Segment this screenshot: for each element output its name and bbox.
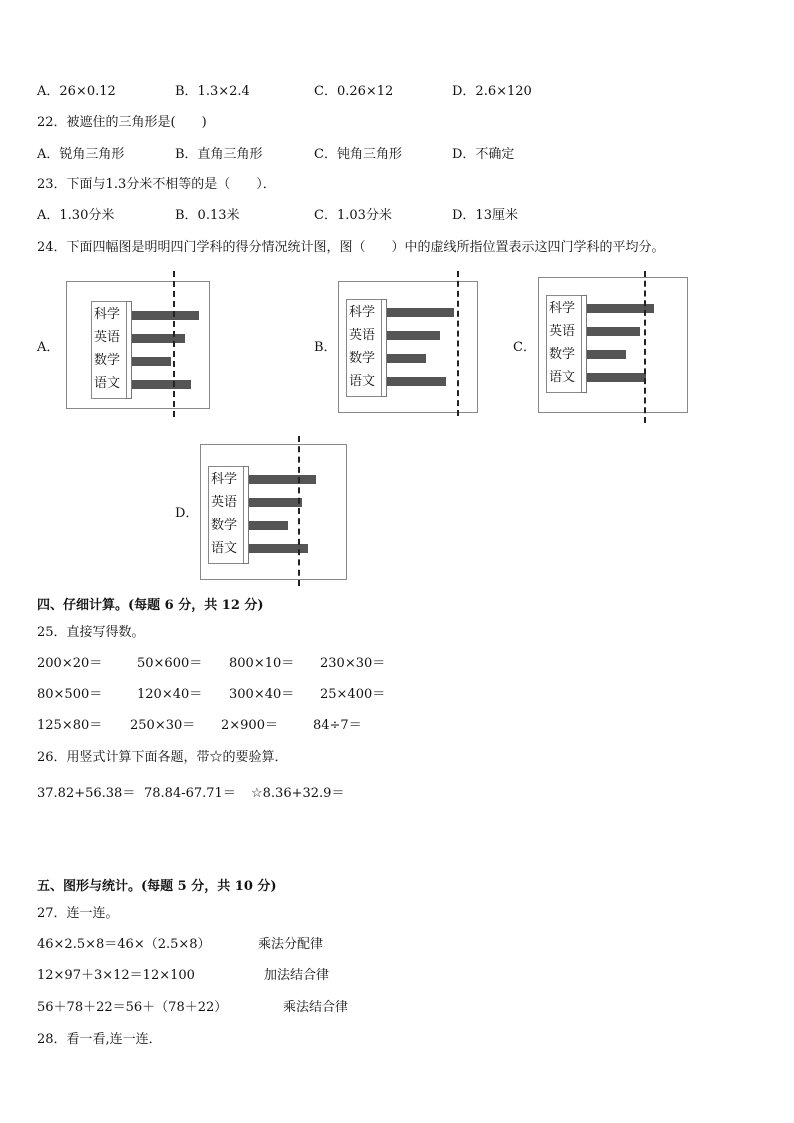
q25-item: 80×500＝ <box>37 687 103 702</box>
q26-item: 78.84-67.71＝ <box>144 786 236 801</box>
figure-b <box>338 271 488 416</box>
q25-item: 25×400＝ <box>320 687 386 702</box>
subject-label: 英语 <box>94 330 121 345</box>
q26-item: 37.82+56.38＝ <box>37 786 136 801</box>
score-bar <box>587 373 646 382</box>
average-dashed-line <box>173 271 175 417</box>
q25-stem: 25．直接写得数。 <box>37 625 145 640</box>
q27-left-item: 12×97＋3×12＝12×100 <box>37 968 195 983</box>
subject-label: 数学 <box>349 351 376 366</box>
q22-option-c: C．钝角三角形 <box>314 147 402 162</box>
q21-option-b: B．1.3×2.4 <box>175 84 250 99</box>
q25-item: 230×30＝ <box>320 656 386 671</box>
score-bar <box>387 331 440 340</box>
q25-item: 120×40＝ <box>137 687 203 702</box>
score-bar <box>387 308 454 317</box>
q25-item: 84÷7＝ <box>313 718 362 733</box>
figure-a-label: A． <box>37 340 60 355</box>
q25-item: 2×900＝ <box>221 718 278 733</box>
score-bar <box>387 354 426 363</box>
q22-stem: 22．被遮住的三角形是( ) <box>37 115 207 130</box>
q24-stem: 24．下面四幅图是明明四门学科的得分情况统计图，图（ ）中的虚线所指位置表示这四门学科的平均分。 <box>37 240 665 255</box>
average-dashed-line <box>457 271 459 416</box>
q23-stem: 23．下面与1.3分米不相等的是（ ）． <box>37 177 276 192</box>
q25-item: 200×20＝ <box>37 656 103 671</box>
score-bar <box>249 498 302 507</box>
figure-b-label: B． <box>314 340 337 355</box>
subject-label: 数学 <box>549 347 576 362</box>
figure-a <box>66 271 216 416</box>
q26-item: ☆8.36+32.9＝ <box>251 786 345 801</box>
score-bar <box>132 357 171 366</box>
q23-option-b: B．0.13米 <box>175 208 240 223</box>
subject-label: 英语 <box>211 495 238 510</box>
q25-item: 50×600＝ <box>137 656 203 671</box>
q21-option-a: A．26×0.12 <box>37 84 116 99</box>
figure-d-label: D． <box>175 506 199 521</box>
average-dashed-line <box>644 271 646 423</box>
score-bar <box>587 327 640 336</box>
subject-label: 语文 <box>94 376 121 391</box>
score-bar <box>387 377 446 386</box>
q28-stem: 28．看一看,连一连． <box>37 1032 162 1047</box>
q27-right-item: 乘法分配律 <box>258 937 324 952</box>
q22-option-d: D．不确定 <box>452 147 515 162</box>
q27-right-item: 乘法结合律 <box>283 1000 349 1015</box>
q27-left-item: 56＋78＋22＝56＋（78＋22） <box>37 1000 228 1015</box>
figure-c <box>538 271 693 426</box>
subject-label: 数学 <box>94 353 121 368</box>
q27-stem: 27．连一连。 <box>37 906 119 921</box>
score-bar <box>587 350 626 359</box>
q22-option-a: A．锐角三角形 <box>37 147 125 162</box>
section-4-title: 四、仔细计算。(每题 6 分，共 12 分) <box>37 598 264 613</box>
score-bar <box>132 334 185 343</box>
q27-left-item: 46×2.5×8＝46×（2.5×8） <box>37 937 211 952</box>
q25-item: 125×80＝ <box>37 718 103 733</box>
score-bar <box>132 380 191 389</box>
q21-option-d: D．2.6×120 <box>452 84 532 99</box>
score-bar <box>132 311 199 320</box>
q22-option-b: B．直角三角形 <box>175 147 263 162</box>
figure-c-label: C． <box>513 340 536 355</box>
subject-label: 科学 <box>211 472 238 487</box>
score-bar <box>249 521 288 530</box>
figure-d <box>200 436 350 588</box>
subject-label: 语文 <box>549 370 576 385</box>
q26-stem: 26．用竖式计算下面各题，带☆的要验算． <box>37 750 288 765</box>
subject-label: 数学 <box>211 518 238 533</box>
subject-label: 科学 <box>349 305 376 320</box>
q25-item: 300×40＝ <box>229 687 295 702</box>
q25-item: 250×30＝ <box>130 718 196 733</box>
subject-label: 英语 <box>349 328 376 343</box>
q27-right-item: 加法结合律 <box>264 968 330 983</box>
subject-label: 科学 <box>549 301 576 316</box>
subject-label: 英语 <box>549 324 576 339</box>
subject-label: 科学 <box>94 307 121 322</box>
section-5-title: 五、图形与统计。(每题 5 分，共 10 分) <box>37 879 277 894</box>
subject-label: 语文 <box>211 541 238 556</box>
score-bar <box>249 475 316 484</box>
average-dashed-line <box>298 436 300 586</box>
q23-option-d: D．13厘米 <box>452 208 518 223</box>
subject-label: 语文 <box>349 374 376 389</box>
q23-option-c: C．1.03分米 <box>314 208 392 223</box>
q21-option-c: C．0.26×12 <box>314 84 394 99</box>
q23-option-a: A．1.30分米 <box>37 208 115 223</box>
q25-item: 800×10＝ <box>229 656 295 671</box>
